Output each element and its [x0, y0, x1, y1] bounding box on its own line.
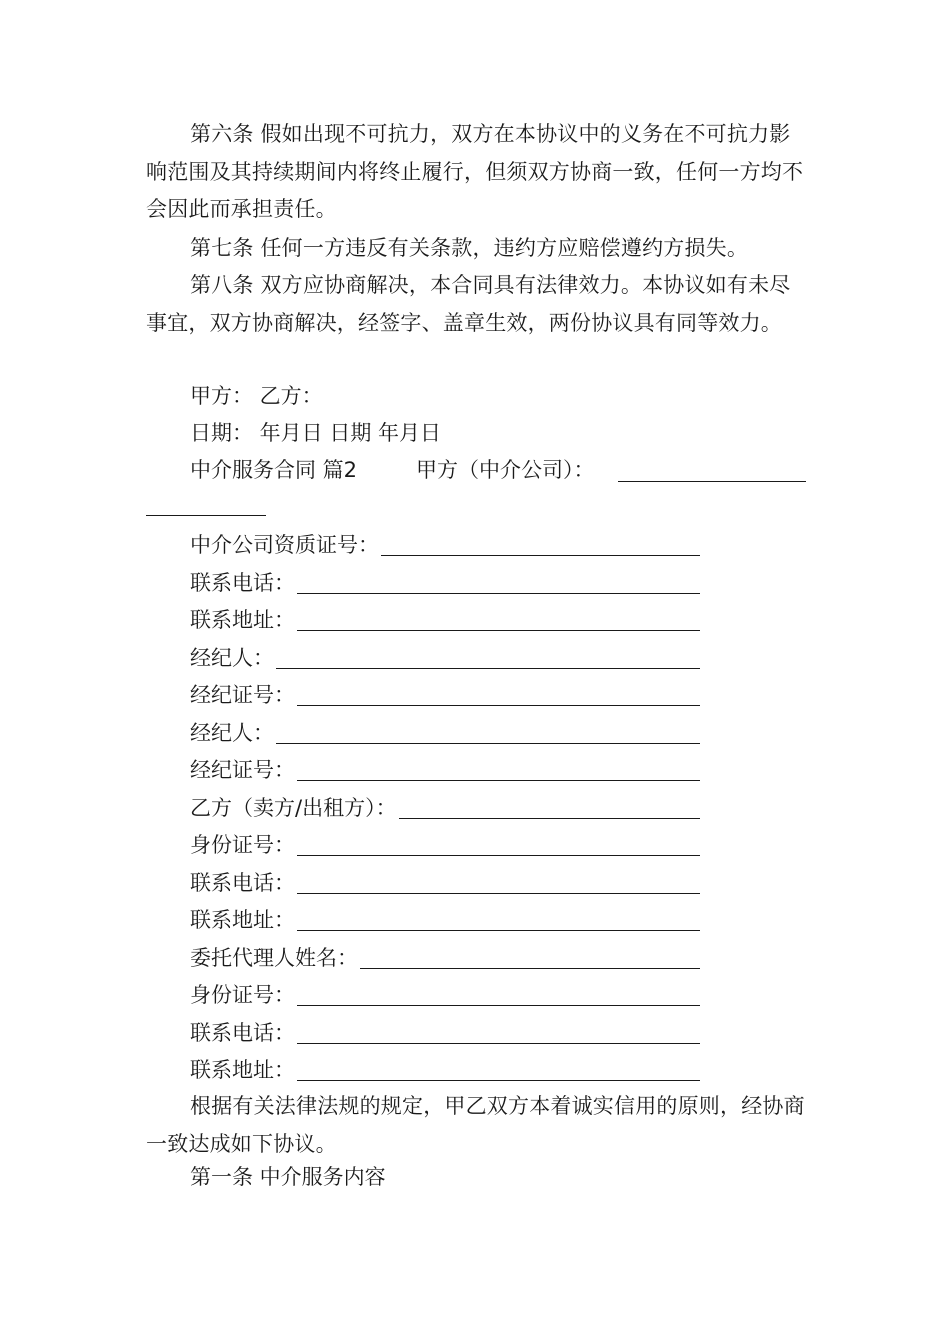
field-label: 经纪人：	[190, 645, 274, 670]
field-blank-line	[276, 668, 700, 669]
field-blank-line	[297, 855, 700, 856]
party-a-blank-continued	[146, 515, 266, 516]
field-label: 经纪证号：	[190, 758, 295, 782]
clause-article-6: 第六条 假如出现不可抗力，双方在本协议中的义务在不可抗力影响范围及其持续期间内将终止履行，但须双方协商一致，任何一方均不会因此而承担责任。	[146, 122, 804, 221]
field-blank-line	[297, 630, 700, 631]
field-blank-line	[297, 1043, 700, 1044]
party-a-label: 甲方（中介公司）：	[416, 458, 595, 482]
field-blank-line	[297, 893, 700, 894]
field-label: 联系电话：	[190, 870, 295, 895]
signature-dates-line: 日期： 年月日 日期 年月日	[190, 421, 442, 445]
field-label: 经纪人：	[190, 720, 274, 745]
field-blank-line	[360, 968, 700, 969]
signature-parties-line: 甲方： 乙方：	[190, 384, 323, 408]
field-label: 身份证号：	[190, 833, 295, 857]
field-blank-line	[297, 705, 700, 706]
field-blank-line	[399, 818, 700, 819]
contract-heading: 中介服务合同 篇2	[190, 458, 358, 482]
field-label: 联系地址：	[190, 908, 295, 932]
party-a-blank	[618, 481, 806, 482]
field-blank-line	[297, 1005, 700, 1006]
field-blank-line	[297, 1080, 700, 1081]
field-label: 乙方（卖方/出租方）：	[190, 795, 397, 820]
field-label: 联系电话：	[190, 1020, 295, 1045]
field-blank-line	[381, 555, 700, 556]
clause-article-7: 第七条 任何一方违反有关条款，违约方应赔偿遵约方损失。	[190, 236, 749, 260]
agreement-intro: 根据有关法律法规的规定，甲乙双方本着诚实信用的原则，经协商一致达成如下协议。	[146, 1094, 805, 1156]
field-blank-line	[276, 743, 700, 744]
field-label: 联系地址：	[190, 608, 295, 632]
field-blank-line	[297, 593, 700, 594]
field-blank-line	[297, 780, 700, 781]
field-label: 经纪证号：	[190, 683, 295, 707]
article-1-heading: 第一条 中介服务内容	[190, 1165, 386, 1189]
field-label: 身份证号：	[190, 983, 295, 1007]
clause-article-8: 第八条 双方应协商解决，本合同具有法律效力。本协议如有未尽事宜，双方协商解决，经签字、盖章生效，两份协议具有同等效力。	[146, 273, 791, 335]
field-label: 委托代理人姓名：	[190, 945, 358, 970]
field-label: 联系电话：	[190, 570, 295, 595]
field-label: 中介公司资质证号：	[190, 533, 379, 557]
field-blank-line	[297, 930, 700, 931]
field-label: 联系地址：	[190, 1058, 295, 1082]
